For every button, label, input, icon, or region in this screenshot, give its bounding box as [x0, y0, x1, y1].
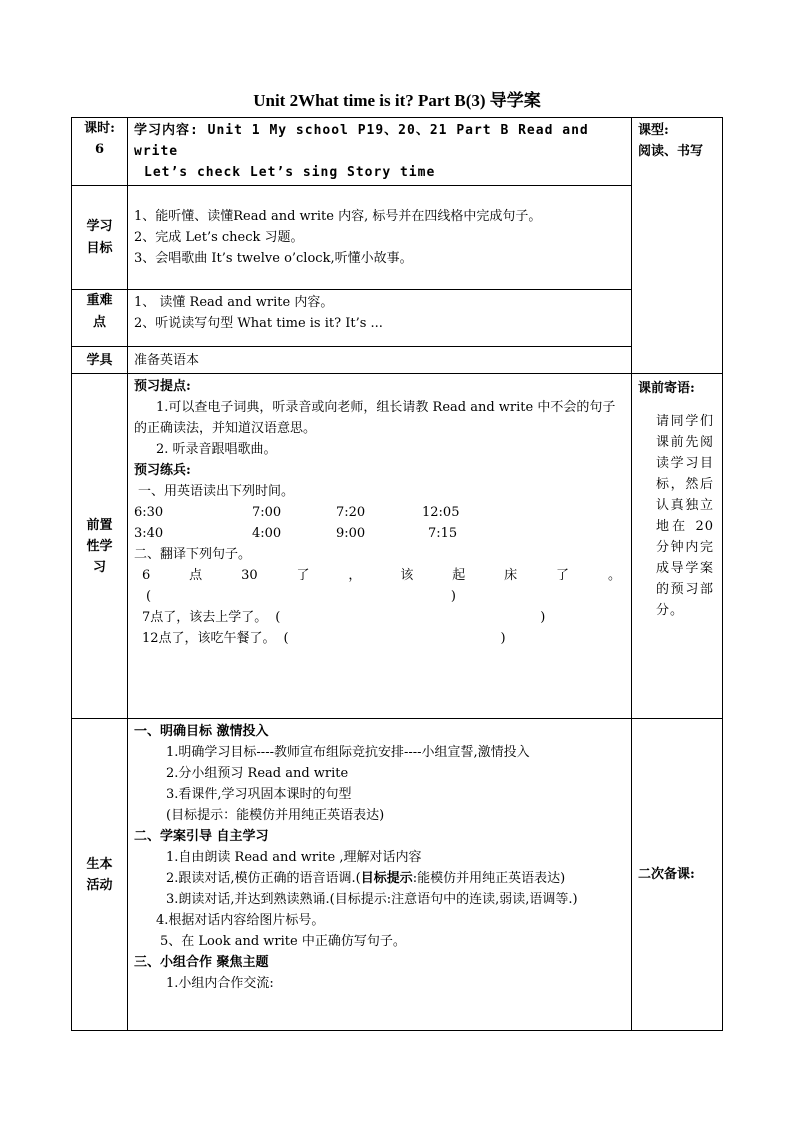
keypoint-item: 2、听说读写句型 What time is it? It’s ... [134, 316, 383, 331]
open-paren: ( [275, 610, 281, 625]
time-value: 12:05 [422, 505, 460, 520]
activity-heading-1: 一、明确目标 激情投入 [134, 724, 269, 739]
activity-item [134, 868, 625, 889]
preview-tips-title: 预习提点: [134, 379, 191, 394]
keypoints-cell [128, 290, 632, 347]
preview-label-1: 前置 [86, 517, 113, 533]
content-line-2: Let’s check Let’s sing Story time [144, 165, 436, 180]
goals-label: 学习目标 [86, 218, 113, 256]
sentence-word: 起 [452, 568, 466, 583]
close-paren: ) [540, 610, 546, 625]
preview-side-label: 课前寄语: [638, 381, 695, 396]
translate-sentence-3 [134, 628, 625, 649]
preview-side-text: 请同学们课前先阅读学习目标，然后认真独立地在 20 分钟内完成导学案的预习部分。 [656, 414, 714, 618]
goals-label-cell [72, 186, 128, 290]
activity-item-text: :能模仿并用纯正英语表达) [412, 871, 566, 886]
activity-label-cell [72, 719, 128, 1031]
translate-sentence-1 [134, 565, 625, 586]
answer-blank-2[interactable] [267, 607, 545, 628]
times-row-1 [134, 502, 625, 523]
page-title: Unit 2What time is it? Part B(3) 导学案 [253, 91, 541, 110]
open-paren: ( [283, 631, 289, 646]
activity-item: 1.自由朗读 Read and write ,理解对话内容 [166, 850, 422, 865]
type-value: 阅读、书写 [638, 144, 704, 159]
content-cell [128, 118, 632, 186]
sentence-word: 。 [607, 568, 621, 583]
times-row-2 [134, 523, 625, 544]
keypoints-label-cell [72, 290, 128, 347]
activity-item: 3.看课件,学习巩固本课时的句型 [166, 787, 352, 802]
sentence-word: 了 [556, 568, 570, 583]
preview-label-3: 习 [92, 559, 106, 575]
sentence-word: 点 [189, 568, 203, 583]
preview-side-cell [632, 374, 723, 719]
preview-label-cell [72, 374, 128, 719]
translate-sentence-2 [134, 607, 625, 628]
sentence-word: ， [348, 568, 362, 583]
preview-cell [128, 374, 632, 719]
practice-question-2: 二、翻译下列句子。 [134, 547, 252, 562]
practice-question-1: 一、用英语读出下列时间。 [138, 484, 295, 499]
activity-item: 4.根据对话内容给图片标号。 [156, 913, 325, 928]
tools-label: 学具 [72, 347, 128, 374]
activity-item: 3.朗读对话,并达到熟读熟诵.(目标提示:注意语句中的连读,弱读,语调等.) [166, 892, 578, 907]
content-line-1: 学习内容: Unit 1 My school P19、20、21 Part B Read and write [134, 123, 589, 159]
keypoint-item: 1、 读懂 Read and write 内容。 [134, 295, 334, 310]
time-value: 4:00 [252, 526, 282, 541]
open-paren: ( [146, 589, 152, 604]
activity-item: 5、在 Look and write 中正确仿写句子。 [160, 934, 406, 949]
activity-item-text: 2.跟读对话,模仿正确的语音语调.( [166, 871, 361, 886]
lesson-label: 课时: [84, 121, 115, 136]
sentence-word: 了 [296, 568, 310, 583]
type-label: 课型: [638, 123, 669, 138]
sentence-word: 6 [142, 568, 151, 583]
preview-label-2: 性学 [86, 538, 113, 554]
activity-item-bold: 目标提示 [360, 871, 413, 886]
activity-heading-2: 二、学案引导 自主学习 [134, 829, 269, 844]
sentence-text: 12点了，该吃午餐了。 [142, 631, 276, 646]
sentence-word: 床 [504, 568, 518, 583]
tools-value: 准备英语本 [128, 347, 632, 374]
sentence-text: 7点了，该去上学了。 [142, 610, 268, 625]
activity-item: 1.小组内合作交流: [166, 976, 274, 991]
goal-item: 2、完成 Let’s check 习题。 [134, 230, 304, 245]
time-value: 3:40 [134, 526, 164, 541]
lesson-cell [72, 118, 128, 186]
time-value: 6:30 [134, 505, 164, 520]
activity-heading-3: 三、小组合作 聚焦主题 [134, 955, 269, 970]
preview-practice-title: 预习练兵: [134, 463, 191, 478]
time-value: 7:15 [428, 526, 458, 541]
sentence-word: 30 [241, 568, 258, 583]
keypoints-label: 重难点 [86, 293, 113, 330]
activity-item: 2.分小组预习 Read and write [166, 766, 349, 781]
goal-item: 3、会唱歌曲 It’s twelve o’clock,听懂小故事。 [134, 251, 413, 266]
answer-blank-3[interactable] [276, 628, 506, 649]
activity-label-2: 活动 [86, 877, 113, 893]
lesson-number: 6 [94, 142, 105, 157]
goals-cell [128, 186, 632, 290]
activity-item: (目标提示：能模仿并用纯正英语表达) [166, 808, 385, 823]
sentence-word: 该 [400, 568, 414, 583]
activity-item: 1.明确学习目标----教师宣布组际竞抗安排----小组宣誓,激情投入 [166, 745, 530, 760]
type-cell [632, 118, 723, 374]
activity-side-label: 二次备课: [638, 867, 695, 882]
goal-item: 1、能听懂、读懂Read and write 内容, 标号并在四线格中完成句子。 [134, 209, 542, 224]
close-paren: ) [500, 631, 506, 646]
time-value: 7:00 [252, 505, 282, 520]
answer-blank-1[interactable] [134, 586, 456, 607]
lesson-plan-table [71, 117, 723, 1031]
activity-side-cell [632, 719, 723, 1031]
preview-tip-2: 2. 听录音跟唱歌曲。 [156, 442, 277, 457]
time-value: 9:00 [336, 526, 366, 541]
activity-cell [128, 719, 632, 1031]
activity-label-1: 生本 [86, 856, 113, 872]
time-value: 7:20 [336, 505, 366, 520]
preview-tip-1: 1.可以查电子词典，听录音或向老师，组长请教 Read and write 中不会的句子的正确读法，并知道汉语意思。 [134, 400, 616, 436]
close-paren: ) [450, 589, 456, 604]
